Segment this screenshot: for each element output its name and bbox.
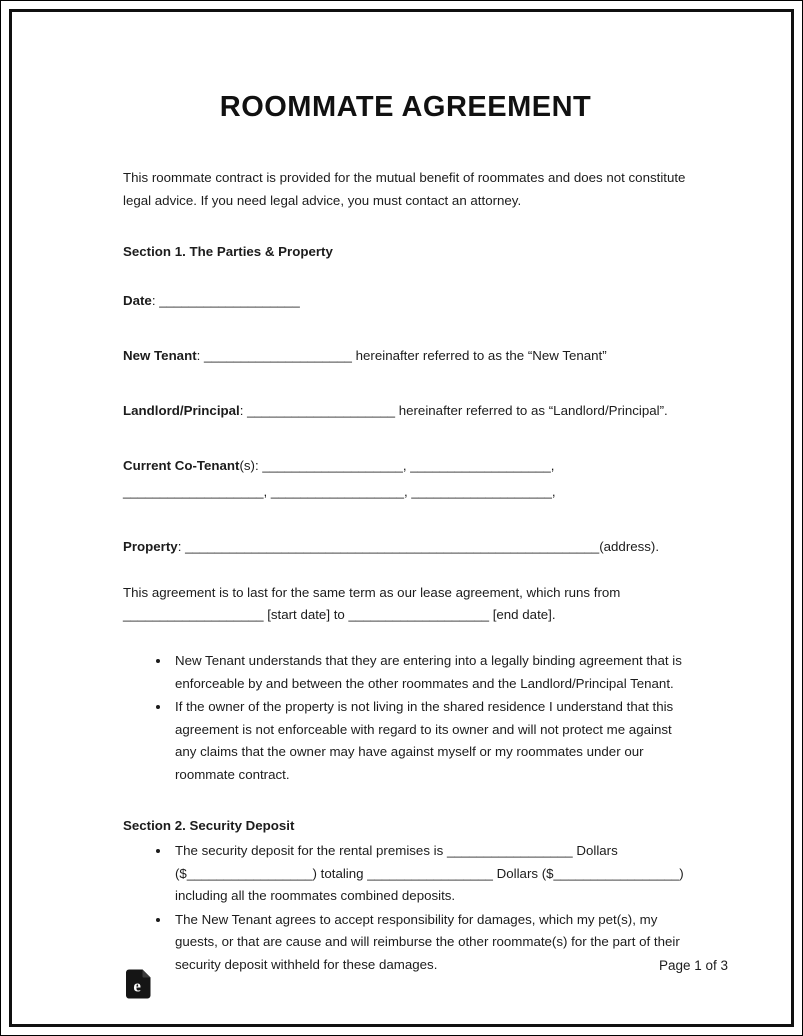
- landlord-blank: : ____________________ hereinafter referred to as “Landlord/Principal”.: [239, 403, 668, 418]
- cotenants-label: Current Co-Tenant: [123, 458, 240, 473]
- logo-letter: e: [133, 976, 141, 996]
- intro-paragraph: This roommate contract is provided for the mutual benefit of roommates and does not constitute legal advice. If you need legal advice, you must contact an attorney.: [123, 170, 686, 208]
- eforms-logo-icon: [125, 969, 151, 999]
- date-blank: : ___________________: [151, 293, 300, 308]
- new-tenant-label: New Tenant: [123, 348, 197, 363]
- bullet-item: • The New Tenant agrees to accept responsibility for damages, which my pet(s), my guests, or that are cause and will reimburse the other roommate(s) for the part of their security deposit withheld for these damages.: [171, 909, 688, 977]
- cotenants-line: [123, 453, 688, 505]
- section-1-heading: Section 1. The Parties & Property: [123, 244, 333, 259]
- section-2-bullet-list: [123, 840, 688, 976]
- property-blank: : ________________________________________________________(address).: [177, 539, 660, 554]
- cotenants-blanks: (s): ___________________, ___________________, ___________________, __________________, ___________________,: [123, 458, 556, 499]
- property-line: [123, 534, 688, 560]
- date-label: Date: [123, 293, 152, 308]
- bullet-item: • If the owner of the property is not living in the shared residence I understand that this agreement is not enforceable with regard to its owner and will not protect me against any claims that the owner may have against myself or my roommates under our roommate contract.: [171, 696, 688, 786]
- new-tenant-blank: : ____________________ hereinafter referred to as the “New Tenant”: [196, 348, 607, 363]
- section-2-heading: Section 2. Security Deposit: [123, 818, 295, 833]
- section-1-bullet-list: [123, 650, 688, 786]
- bullet-item: • New Tenant understands that they are entering into a legally binding agreement that is enforceable by and between the other roommates and the Landlord/Principal Tenant.: [171, 650, 688, 695]
- bullet-item: • The security deposit for the rental premises is _________________ Dollars ($_________________) totaling _________________ Dollars ($_________________) including all the roommates combined deposits.: [171, 840, 688, 908]
- lease-term-paragraph: This agreement is to last for the same term as our lease agreement, which runs from ___________________ [start date] to ___________________ [end date].: [123, 585, 621, 622]
- date-line: [123, 288, 688, 314]
- landlord-line: [123, 398, 688, 424]
- page-indicator: Page 1 of 3: [658, 958, 728, 973]
- page-title: ROOMMATE AGREEMENT: [219, 91, 592, 123]
- property-label: Property: [123, 539, 178, 554]
- new-tenant-line: [123, 343, 688, 369]
- eforms-logo: [125, 969, 151, 999]
- document-content: [123, 1, 688, 977]
- landlord-label: Landlord/Principal: [123, 403, 240, 418]
